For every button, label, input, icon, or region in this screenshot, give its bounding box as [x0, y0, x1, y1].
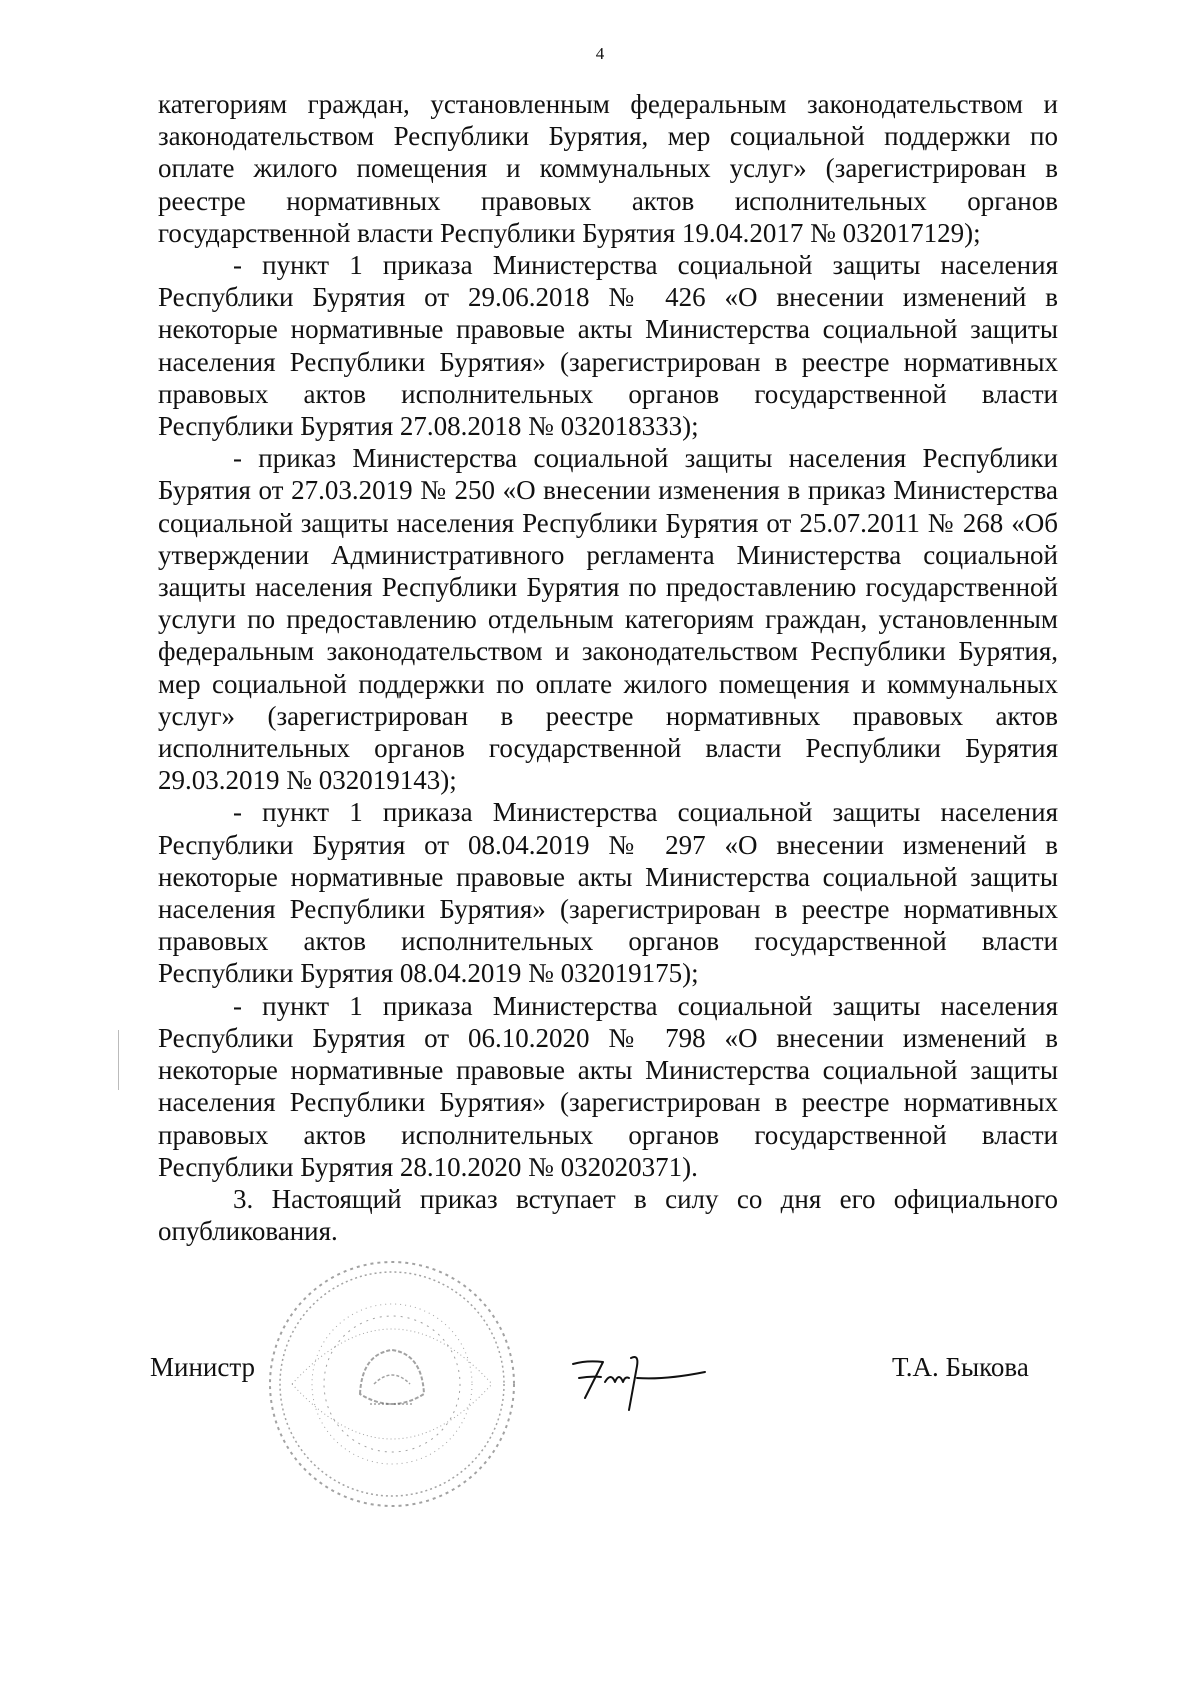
paragraph-item-order-426: - пункт 1 приказа Министерства социальной защиты населения Республики Бурятия от 29.06.2018 № 426 «О внесении изменений в некоторые нормативные правовые акты Министерства социальной защиты населения Республики Бурятия» (зарегистрирован в реестре нормативных правовых актов исполнительных органов государственной власти Республики Бурятия 27.08.2018 № 032018333); — [158, 250, 1058, 442]
document-body — [158, 88, 1058, 1247]
signatory-name: Т.А. Быкова — [892, 1352, 1029, 1382]
paragraph-effective-date: 3. Настоящий приказ вступает в силу со дня его официального опубликования. — [158, 1183, 1058, 1247]
paragraph-item-order-798: - пункт 1 приказа Министерства социальной защиты населения Республики Бурятия от 06.10.2020 № 798 «О внесении изменений в некоторые нормативные правовые акты Министерства социальной защиты населения Республики Бурятия» (зарегистрирован в реестре нормативных правовых актов исполнительных органов государственной власти Республики Бурятия 28.10.2020 № 032020371). — [158, 990, 1058, 1182]
signature-row — [150, 1352, 1050, 1392]
paragraph-continuation: категориям граждан, установленным федеральным законодательством и законодательством Республики Бурятия, мер социальной поддержки по оплате жилого помещения и коммунальных услуг» (зарегистрирован в реестре нормативных правовых актов исполнительных органов государственной власти Республики Бурятия 19.04.2017 № 032017129); — [158, 89, 1058, 248]
paragraph-item-order-297: - пункт 1 приказа Министерства социальной защиты населения Республики Бурятия от 08.04.2019 № 297 «О внесении изменений в некоторые нормативные правовые акты Министерства социальной защиты населения Республики Бурятия» (зарегистрирован в реестре нормативных правовых актов исполнительных органов государственной власти Республики Бурятия 08.04.2019 № 032019175); — [158, 797, 1058, 989]
paragraph-item-order-250: - приказ Министерства социальной защиты населения Республики Бурятия от 27.03.2019 № 250 «О внесении изменения в приказ Министерства социальной защиты населения Республики Бурятия от 25.07.2011 № 268 «Об утверждении Административного регламента Министерства социальной защиты населения Республики Бурятия по предоставлению государственной услуги по предоставлению отдельным категориям граждан, установленным федеральным законодательством и законодательством Республики Бурятия, мер социальной поддержки по оплате жилого помещения и коммунальных услуг» (зарегистрирован в реестре нормативных правовых актов исполнительных органов государственной власти Республики Бурятия 29.03.2019 № 032019143); — [158, 443, 1058, 796]
scan-artifact-line — [118, 1030, 119, 1090]
page-number: 4 — [595, 44, 605, 63]
signatory-position: Министр — [150, 1352, 255, 1382]
